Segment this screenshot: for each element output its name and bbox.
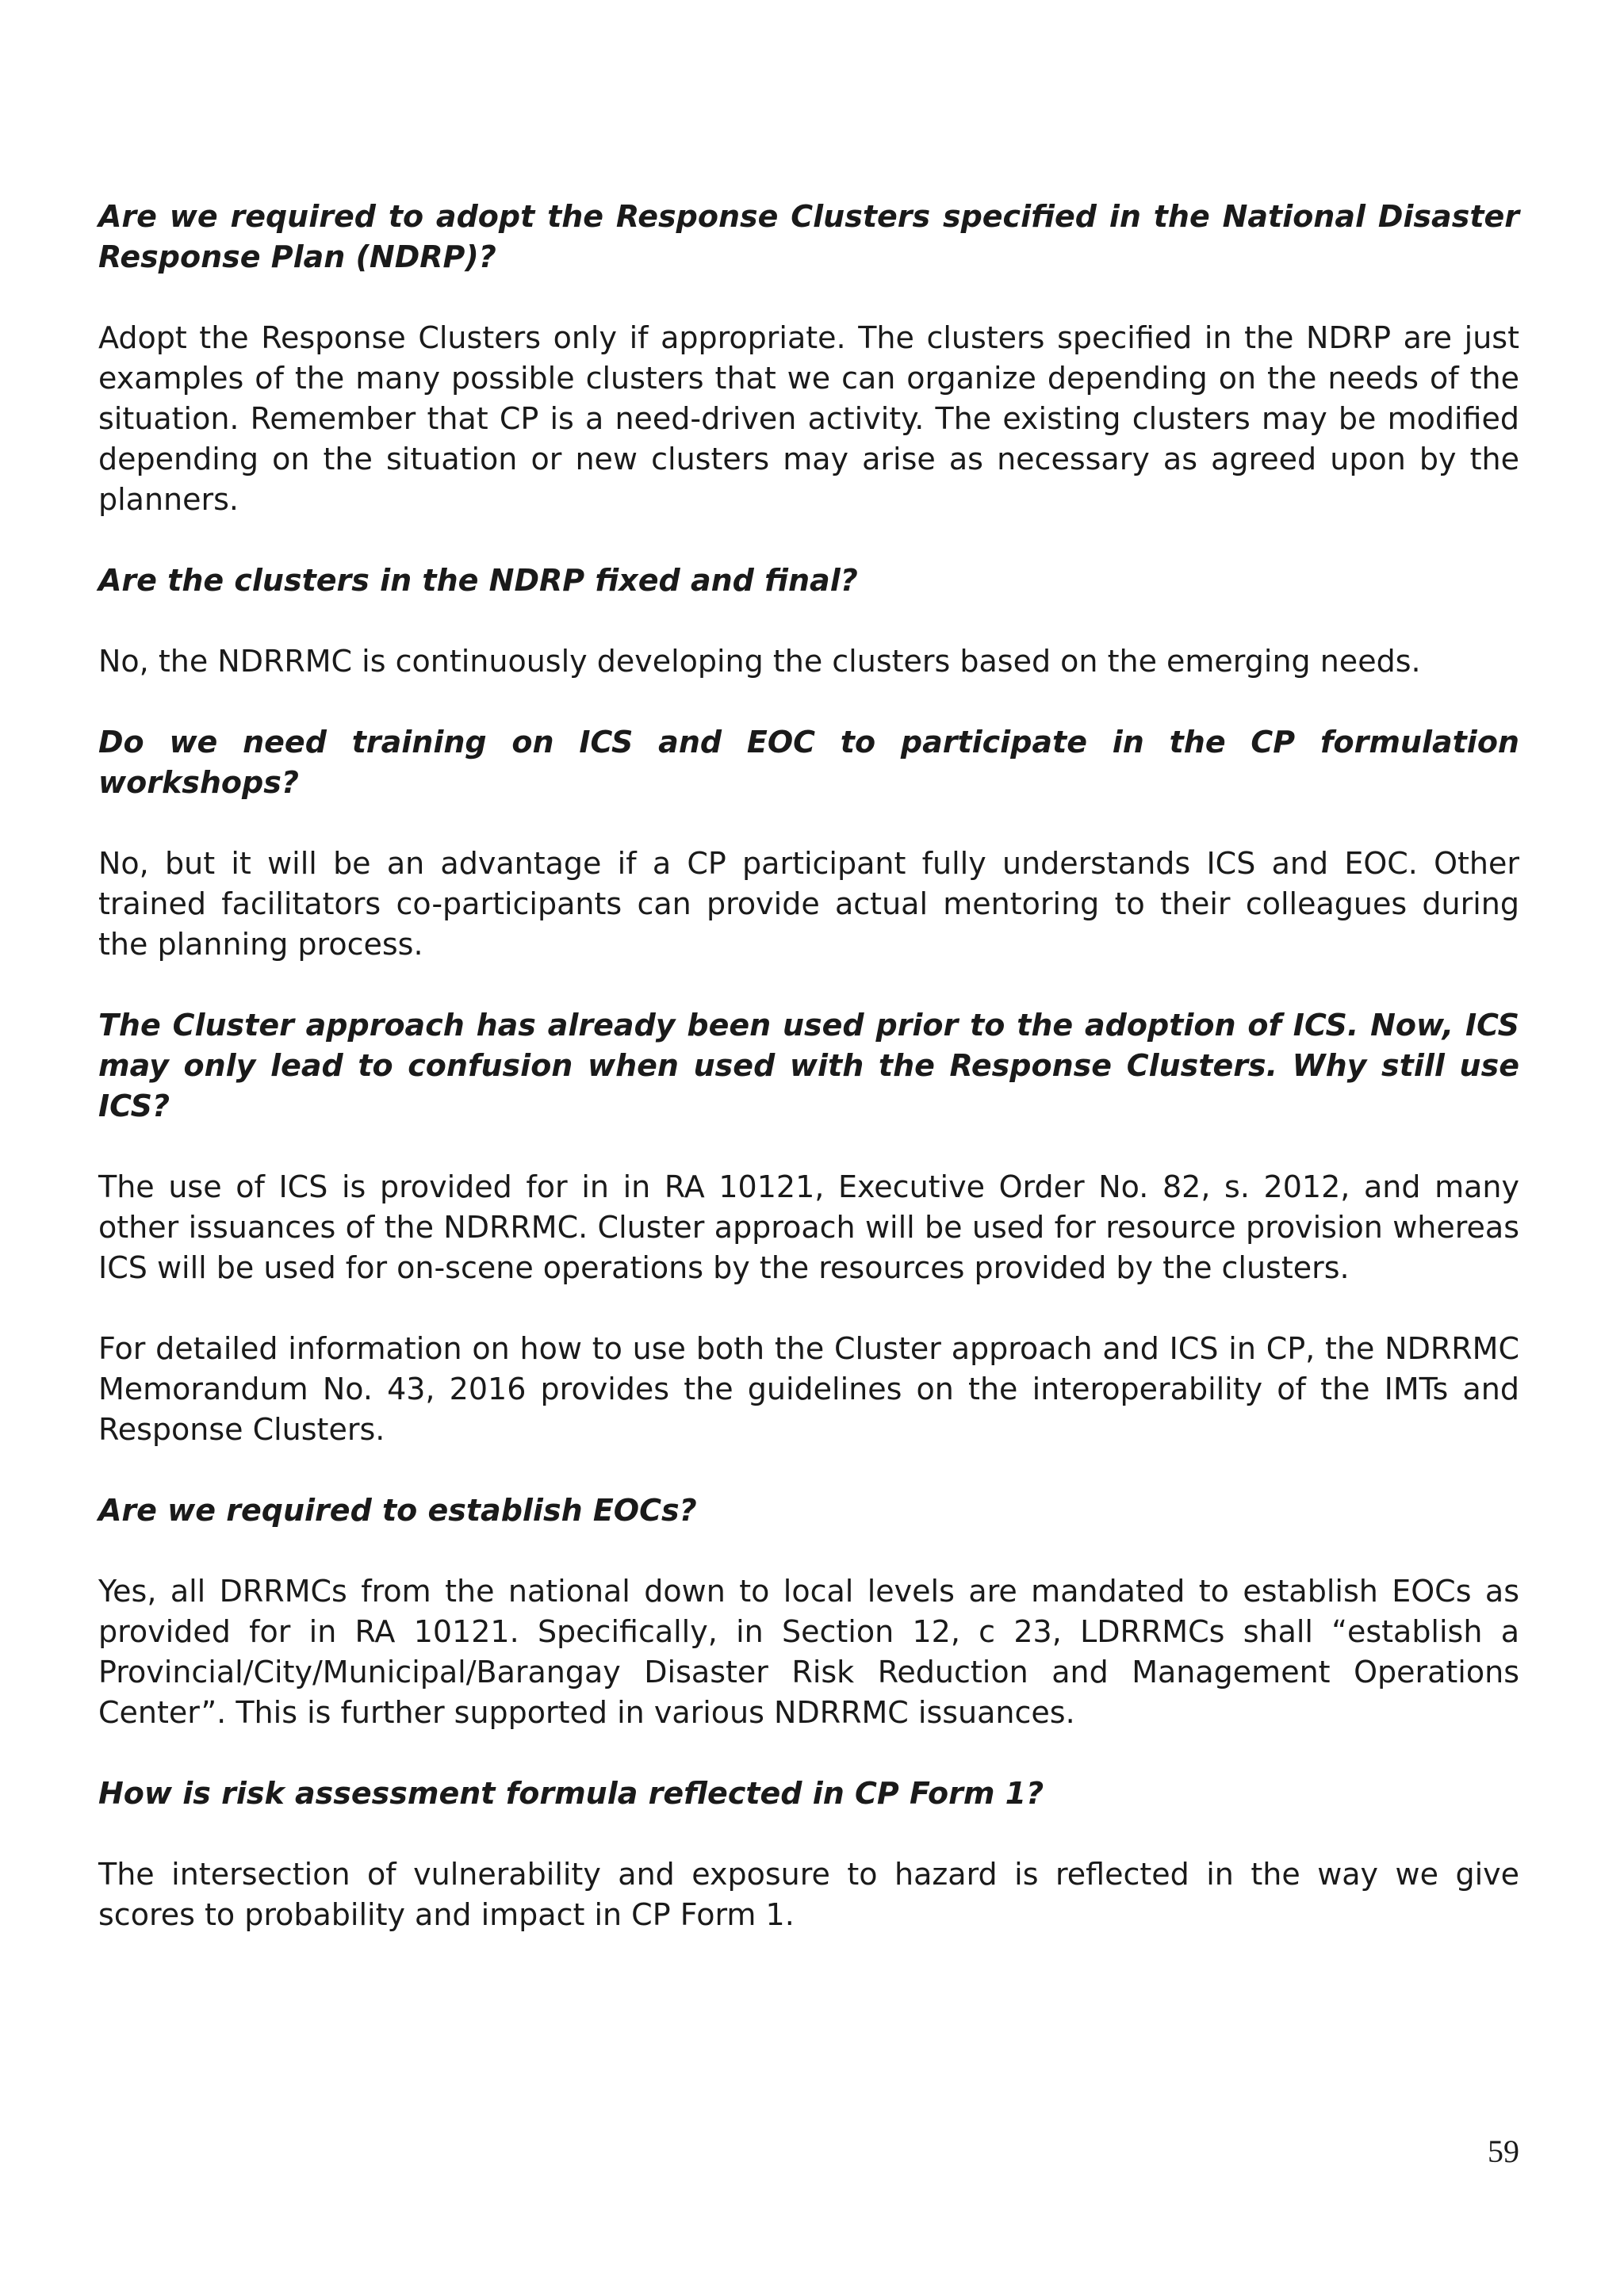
faq-answer-5: Yes, all DRRMCs from the national down to local levels are mandated to establish EOCs as provided for in RA 10121. Specifically, in Section 12, c 23, LDRRMCs shall “establish a Provincial/City/Municipal/Barangay Disaster Risk Reduction and Management Operations Center”. This is further supported in various NDRRMC issuances.	[98, 1574, 1519, 1730]
faq-question-1: Are we required to adopt the Response Clusters specified in the National Disaster Response Plan (NDRP)?	[98, 199, 1519, 274]
faq-question-5: Are we required to establish EOCs?	[98, 1493, 697, 1528]
faq-answer-4b: For detailed information on how to use both the Cluster approach and ICS in CP, the NDRRMC Memorandum No. 43, 2016 provides the guidelines on the interoperability of the IMTs and Response Clusters.	[98, 1331, 1519, 1447]
faq-answer-3: No, but it will be an advantage if a CP participant fully understands ICS and EOC. Other trained facilitators co-participants can provide actual mentoring to their colleagues during the planning process.	[98, 846, 1519, 962]
faq-question-6: How is risk assessment formula reflected in CP Form 1?	[98, 1776, 1044, 1811]
faq-answer-6: The intersection of vulnerability and exposure to hazard is reflected in the way we give scores to probability and impact in CP Form 1.	[98, 1857, 1519, 1932]
faq-question-4: The Cluster approach has already been used prior to the adoption of ICS. Now, ICS may only lead to confusion when used with the Response Clusters. Why still use ICS?	[98, 1008, 1519, 1123]
page-number: 59	[1488, 2133, 1519, 2169]
faq-answer-2: No, the NDRRMC is continuously developing the clusters based on the emerging needs.	[98, 644, 1421, 679]
faq-question-3: Do we need training on ICS and EOC to participate in the CP formulation workshops?	[98, 725, 1519, 800]
faq-answer-4a: The use of ICS is provided for in in RA 10121, Executive Order No. 82, s. 2012, and many other issuances of the NDRRMC. Cluster approach will be used for resource provision whereas ICS will be used for on-scene operations by the resources provided by the clusters.	[98, 1169, 1519, 1285]
document-page	[98, 197, 1519, 1935]
faq-question-2: Are the clusters in the NDRP fixed and final?	[98, 563, 858, 598]
faq-answer-1: Adopt the Response Clusters only if appropriate. The clusters specified in the NDRP are just examples of the many possible clusters that we can organize depending on the needs of the situation. Remember that CP is a need-driven activity. The existing clusters may be modified depending on the situation or new clusters may arise as necessary as agreed upon by the planners.	[98, 320, 1519, 517]
